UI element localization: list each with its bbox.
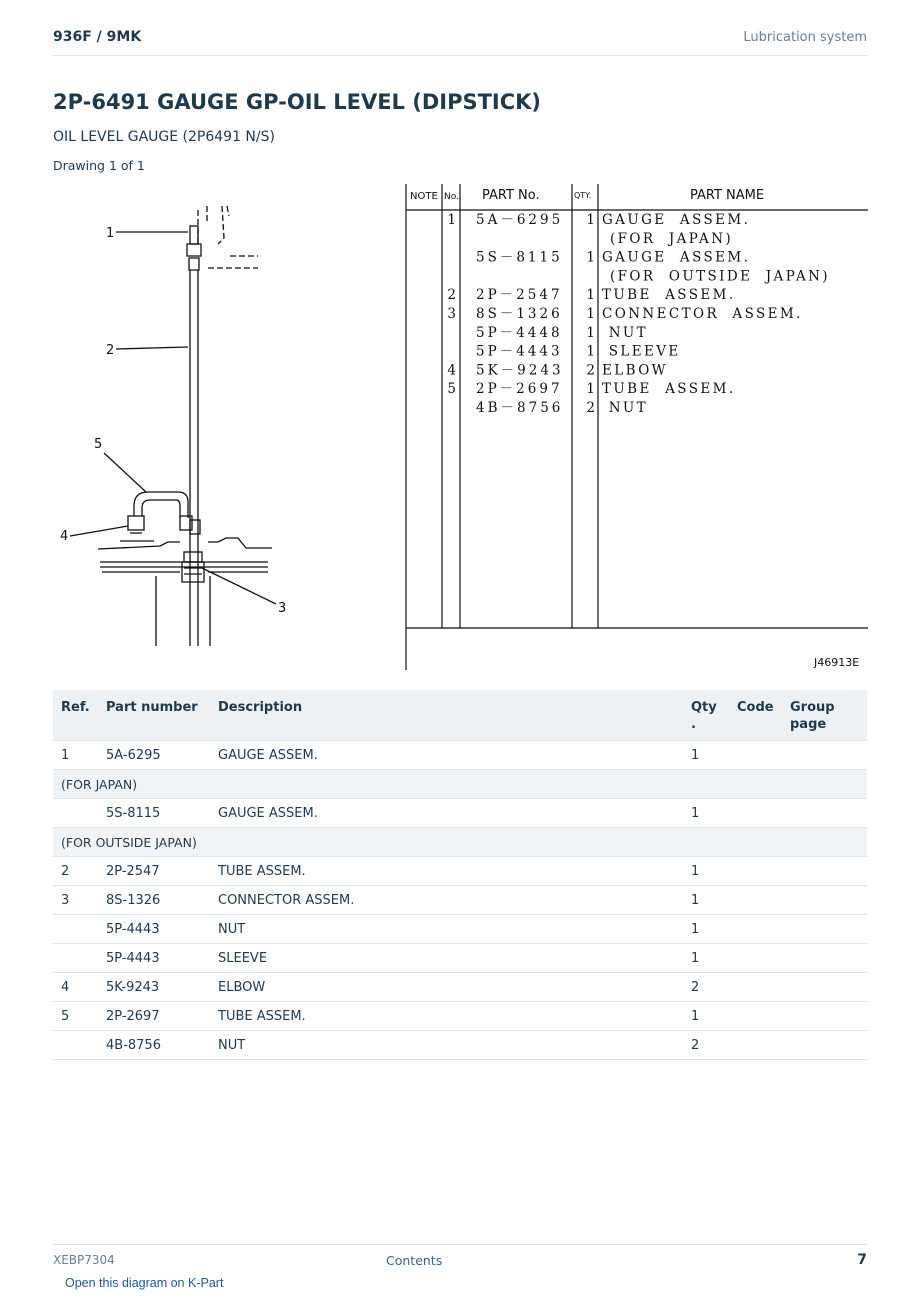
- diagram-row-part: 2P－2697: [476, 381, 563, 398]
- cell-description: TUBE ASSEM.: [218, 864, 306, 879]
- header-ref: Ref.: [61, 700, 90, 715]
- callout-labels: [60, 226, 286, 616]
- cell-qty: 1: [691, 748, 700, 763]
- parts-table-body: [53, 741, 867, 1060]
- page-subtitle: OIL LEVEL GAUGE (2P6491 N/S): [53, 129, 275, 145]
- cell-part-number: 8S-1326: [106, 893, 161, 908]
- table-note-row: [53, 828, 867, 857]
- diagram-row-name: NUT: [602, 324, 649, 341]
- header-qty: Qty .: [691, 700, 717, 732]
- cell-qty: 2: [691, 1038, 700, 1053]
- table-row: [53, 915, 867, 944]
- cell-qty: 1: [691, 893, 700, 908]
- cell-description: GAUGE ASSEM.: [218, 806, 318, 821]
- cell-part-number: 5S-8115: [106, 806, 161, 821]
- diagram-row-part: 2P－2547: [476, 287, 563, 304]
- diagram-row-no: 1: [447, 212, 456, 228]
- callout-5: 5: [94, 437, 103, 452]
- diagram-row-name: NUT: [602, 400, 649, 416]
- diagram-row-qty: 2: [586, 400, 595, 416]
- table-note-row: [53, 770, 867, 799]
- diagram-row-qty: 1: [586, 212, 595, 228]
- model-label: 936F / 9MK: [53, 29, 142, 45]
- callout-3: 3: [278, 601, 287, 616]
- callout-2: 2: [106, 343, 115, 358]
- header-code: Code: [737, 700, 774, 715]
- document-id: XEBP7304: [53, 1253, 115, 1267]
- table-row: [53, 1002, 867, 1031]
- table-note: (FOR OUTSIDE JAPAN): [61, 835, 197, 850]
- table-row: [53, 973, 867, 1002]
- drawing-counter: Drawing 1 of 1: [53, 158, 145, 173]
- page-header: [53, 29, 867, 56]
- diagram-row-qty: 2: [586, 362, 595, 379]
- diagram-row-part: 4B－8756: [476, 400, 564, 416]
- diagram-row-name: ELBOW: [602, 362, 668, 379]
- page-footer: [53, 1244, 867, 1268]
- diagram-row-name: CONNECTOR ASSEM.: [602, 306, 803, 322]
- diagram-row-qty: 1: [586, 306, 595, 322]
- table-row: [53, 741, 867, 770]
- cell-ref: 4: [61, 980, 70, 995]
- cell-part-number: 2P-2547: [106, 864, 160, 879]
- diagram-row-qty: 1: [586, 343, 595, 360]
- diagram-row-name: GAUGE ASSEM.: [602, 249, 751, 266]
- cell-description: CONNECTOR ASSEM.: [218, 893, 355, 908]
- cell-qty: 1: [691, 864, 700, 879]
- cell-description: NUT: [218, 1038, 246, 1053]
- cell-part-number: 2P-2697: [106, 1009, 160, 1024]
- diagram-row-no: 4: [447, 362, 456, 379]
- cell-part-number: 5A-6295: [106, 748, 161, 763]
- table-row: [53, 799, 867, 828]
- diagram-parts-rows: [447, 212, 830, 416]
- contents-link[interactable]: Contents: [386, 1253, 443, 1268]
- diagram-row-name: GAUGE ASSEM.: [602, 212, 751, 228]
- header-part-number: Part number: [106, 700, 198, 715]
- cell-part-number: 5P-4443: [106, 951, 160, 966]
- diagram-row-part: 5A－6295: [476, 212, 564, 228]
- diagram-row-name: SLEEVE: [602, 343, 681, 360]
- header-description: Description: [218, 700, 303, 715]
- diagram-row-name: (FOR OUTSIDE JAPAN): [610, 268, 830, 285]
- diagram-row-part: 5P－4443: [476, 343, 563, 360]
- parts-table: [53, 690, 867, 1060]
- diagram-row-name: TUBE ASSEM.: [602, 381, 736, 398]
- cell-description: GAUGE ASSEM.: [218, 748, 318, 763]
- diagram-row-part: 5K－9243: [476, 362, 564, 379]
- callout-1: 1: [106, 226, 115, 241]
- diagram-row-part: 5S－8115: [476, 249, 563, 266]
- diagram-header-qty: QTY.: [574, 191, 591, 200]
- cell-part-number: 4B-8756: [106, 1038, 161, 1053]
- diagram-header-part-name: PART NAME: [690, 188, 765, 203]
- table-row: [53, 886, 867, 915]
- diagram-row-no: 5: [447, 381, 456, 398]
- diagram-header-no: No.: [444, 192, 459, 202]
- diagram-row-qty: 1: [586, 287, 595, 304]
- cell-ref: 3: [61, 893, 70, 908]
- section-label: Lubrication system: [743, 30, 867, 45]
- cell-part-number: 5P-4443: [106, 922, 160, 937]
- diagram-row-part: 8S－1326: [476, 306, 563, 322]
- table-note: (FOR JAPAN): [61, 777, 138, 792]
- table-row: [53, 857, 867, 886]
- diagram-header-part-no: PART No.: [482, 188, 540, 203]
- cell-qty: 1: [691, 922, 700, 937]
- cell-description: ELBOW: [218, 980, 266, 995]
- cell-qty: 1: [691, 806, 700, 821]
- cell-ref: 2: [61, 864, 70, 879]
- diagram-row-part: 5P－4448: [476, 324, 563, 341]
- table-row: [53, 944, 867, 973]
- cell-part-number: 5K-9243: [106, 980, 160, 995]
- diagram-row-no: 3: [447, 306, 456, 322]
- cell-description: SLEEVE: [218, 951, 268, 966]
- diagram-row-name: TUBE ASSEM.: [602, 287, 736, 304]
- cell-qty: 1: [691, 951, 700, 966]
- table-row: [53, 1031, 867, 1060]
- diagram-row-qty: 1: [586, 249, 595, 266]
- diagram-row-qty: 1: [586, 381, 595, 398]
- page-title: 2P-6491 GAUGE GP-OIL LEVEL (DIPSTICK): [53, 90, 542, 114]
- parts-table-header: [53, 690, 867, 741]
- callout-4: 4: [60, 529, 69, 544]
- cell-qty: 1: [691, 1009, 700, 1024]
- diagram-id: J46913E: [814, 656, 860, 669]
- page-number: 7: [857, 1252, 867, 1268]
- diagram-canvas: [50, 176, 872, 674]
- diagram-header-note: NOTE: [410, 191, 438, 202]
- cell-description: NUT: [218, 922, 246, 937]
- header-group-page: Group page: [790, 700, 835, 732]
- cell-ref: 1: [61, 748, 70, 763]
- kpart-link[interactable]: Open this diagram on K-Part: [65, 1276, 224, 1290]
- dipstick-illustration: [70, 206, 276, 646]
- diagram-parts-header: [410, 188, 764, 203]
- cell-qty: 2: [691, 980, 700, 995]
- parts-diagram[interactable]: [50, 176, 872, 674]
- diagram-row-no: 2: [447, 287, 456, 304]
- cell-description: TUBE ASSEM.: [218, 1009, 306, 1024]
- diagram-row-name: (FOR JAPAN): [610, 230, 734, 247]
- cell-ref: 5: [61, 1009, 70, 1024]
- diagram-row-qty: 1: [586, 324, 595, 341]
